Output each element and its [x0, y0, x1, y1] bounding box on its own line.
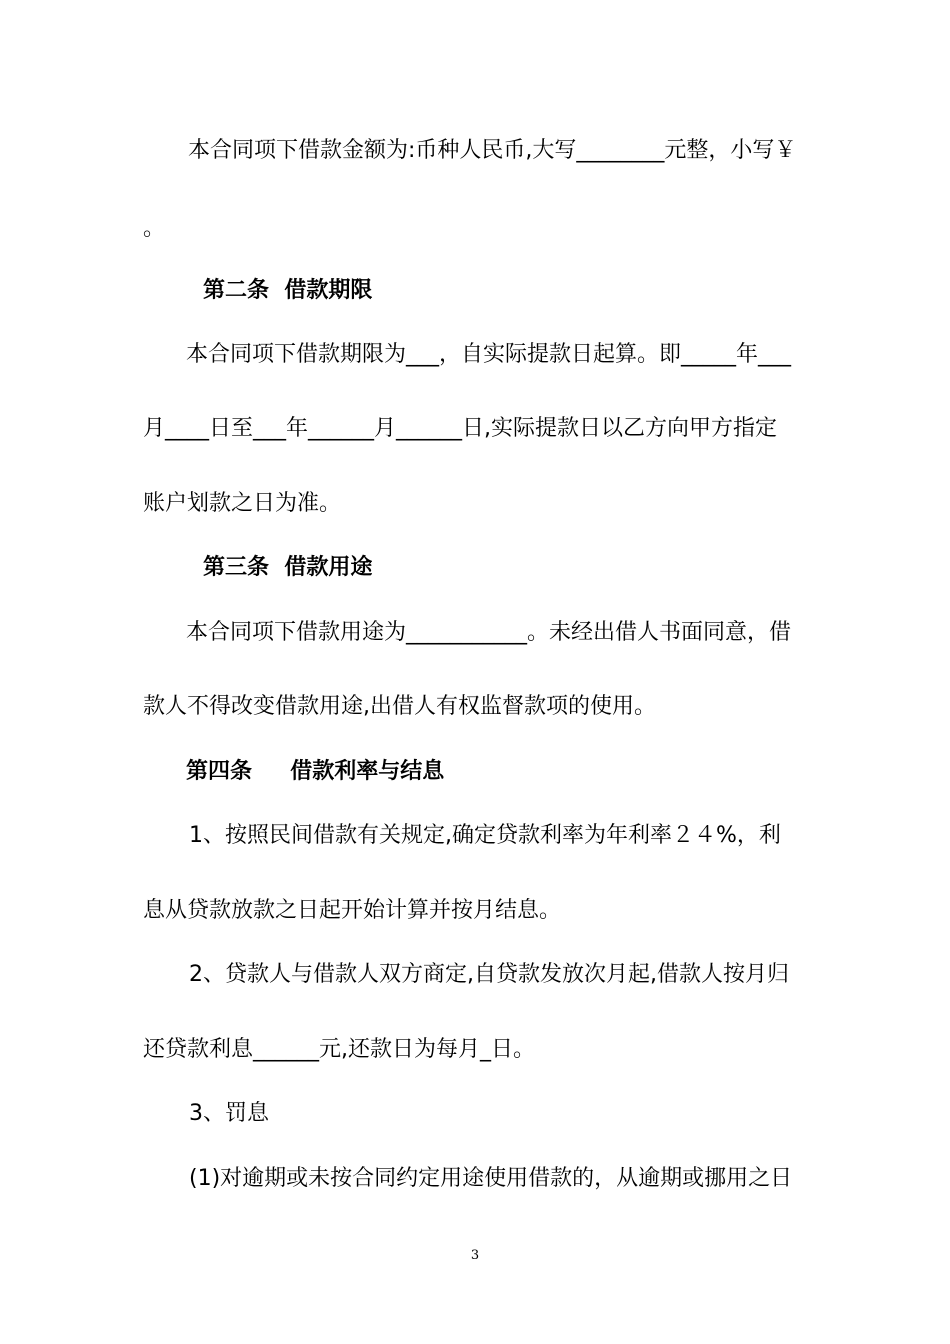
section-heading: 第四条 借款利率与结息	[186, 759, 445, 784]
section-heading: 第三条 借款用途	[203, 555, 373, 580]
paragraph-line: 2、贷款人与借款人双方商定,自贷款发放次月起,借款人按月归	[189, 962, 789, 987]
paragraph-line: 3、罚息	[189, 1101, 269, 1126]
paragraph-line: 1、按照民间借款有关规定,确定贷款利率为年利率２４%，利	[189, 823, 781, 848]
paragraph-line: 息从贷款放款之日起开始计算并按月结息。	[143, 898, 562, 923]
paragraph-line: 本合同项下借款用途为___________。未经出借人书面同意，借	[186, 620, 792, 645]
section-heading: 第二条 借款期限	[203, 278, 373, 303]
paragraph-line: 还贷款利息______元,还款日为每月_日。	[143, 1037, 535, 1062]
paragraph-line: 款人不得改变借款用途,出借人有权监督款项的使用。	[143, 694, 656, 719]
paragraph-line: 本合同项下借款期限为___，自实际提款日起算。即_____年___	[186, 342, 792, 367]
paragraph-line: (1)对逾期或未按合同约定用途使用借款的，从逾期或挪用之日	[189, 1166, 793, 1191]
paragraph-line: 月____日至___年______月______日,实际提款日以乙方向甲方指定	[143, 416, 777, 441]
paragraph-line: 本合同项下借款金额为:币种人民币,大写________元整，小写￥	[188, 138, 797, 163]
page-number: 3	[470, 1248, 480, 1263]
paragraph-line: 。	[143, 216, 166, 241]
paragraph-line: 账户划款之日为准。	[143, 491, 342, 516]
